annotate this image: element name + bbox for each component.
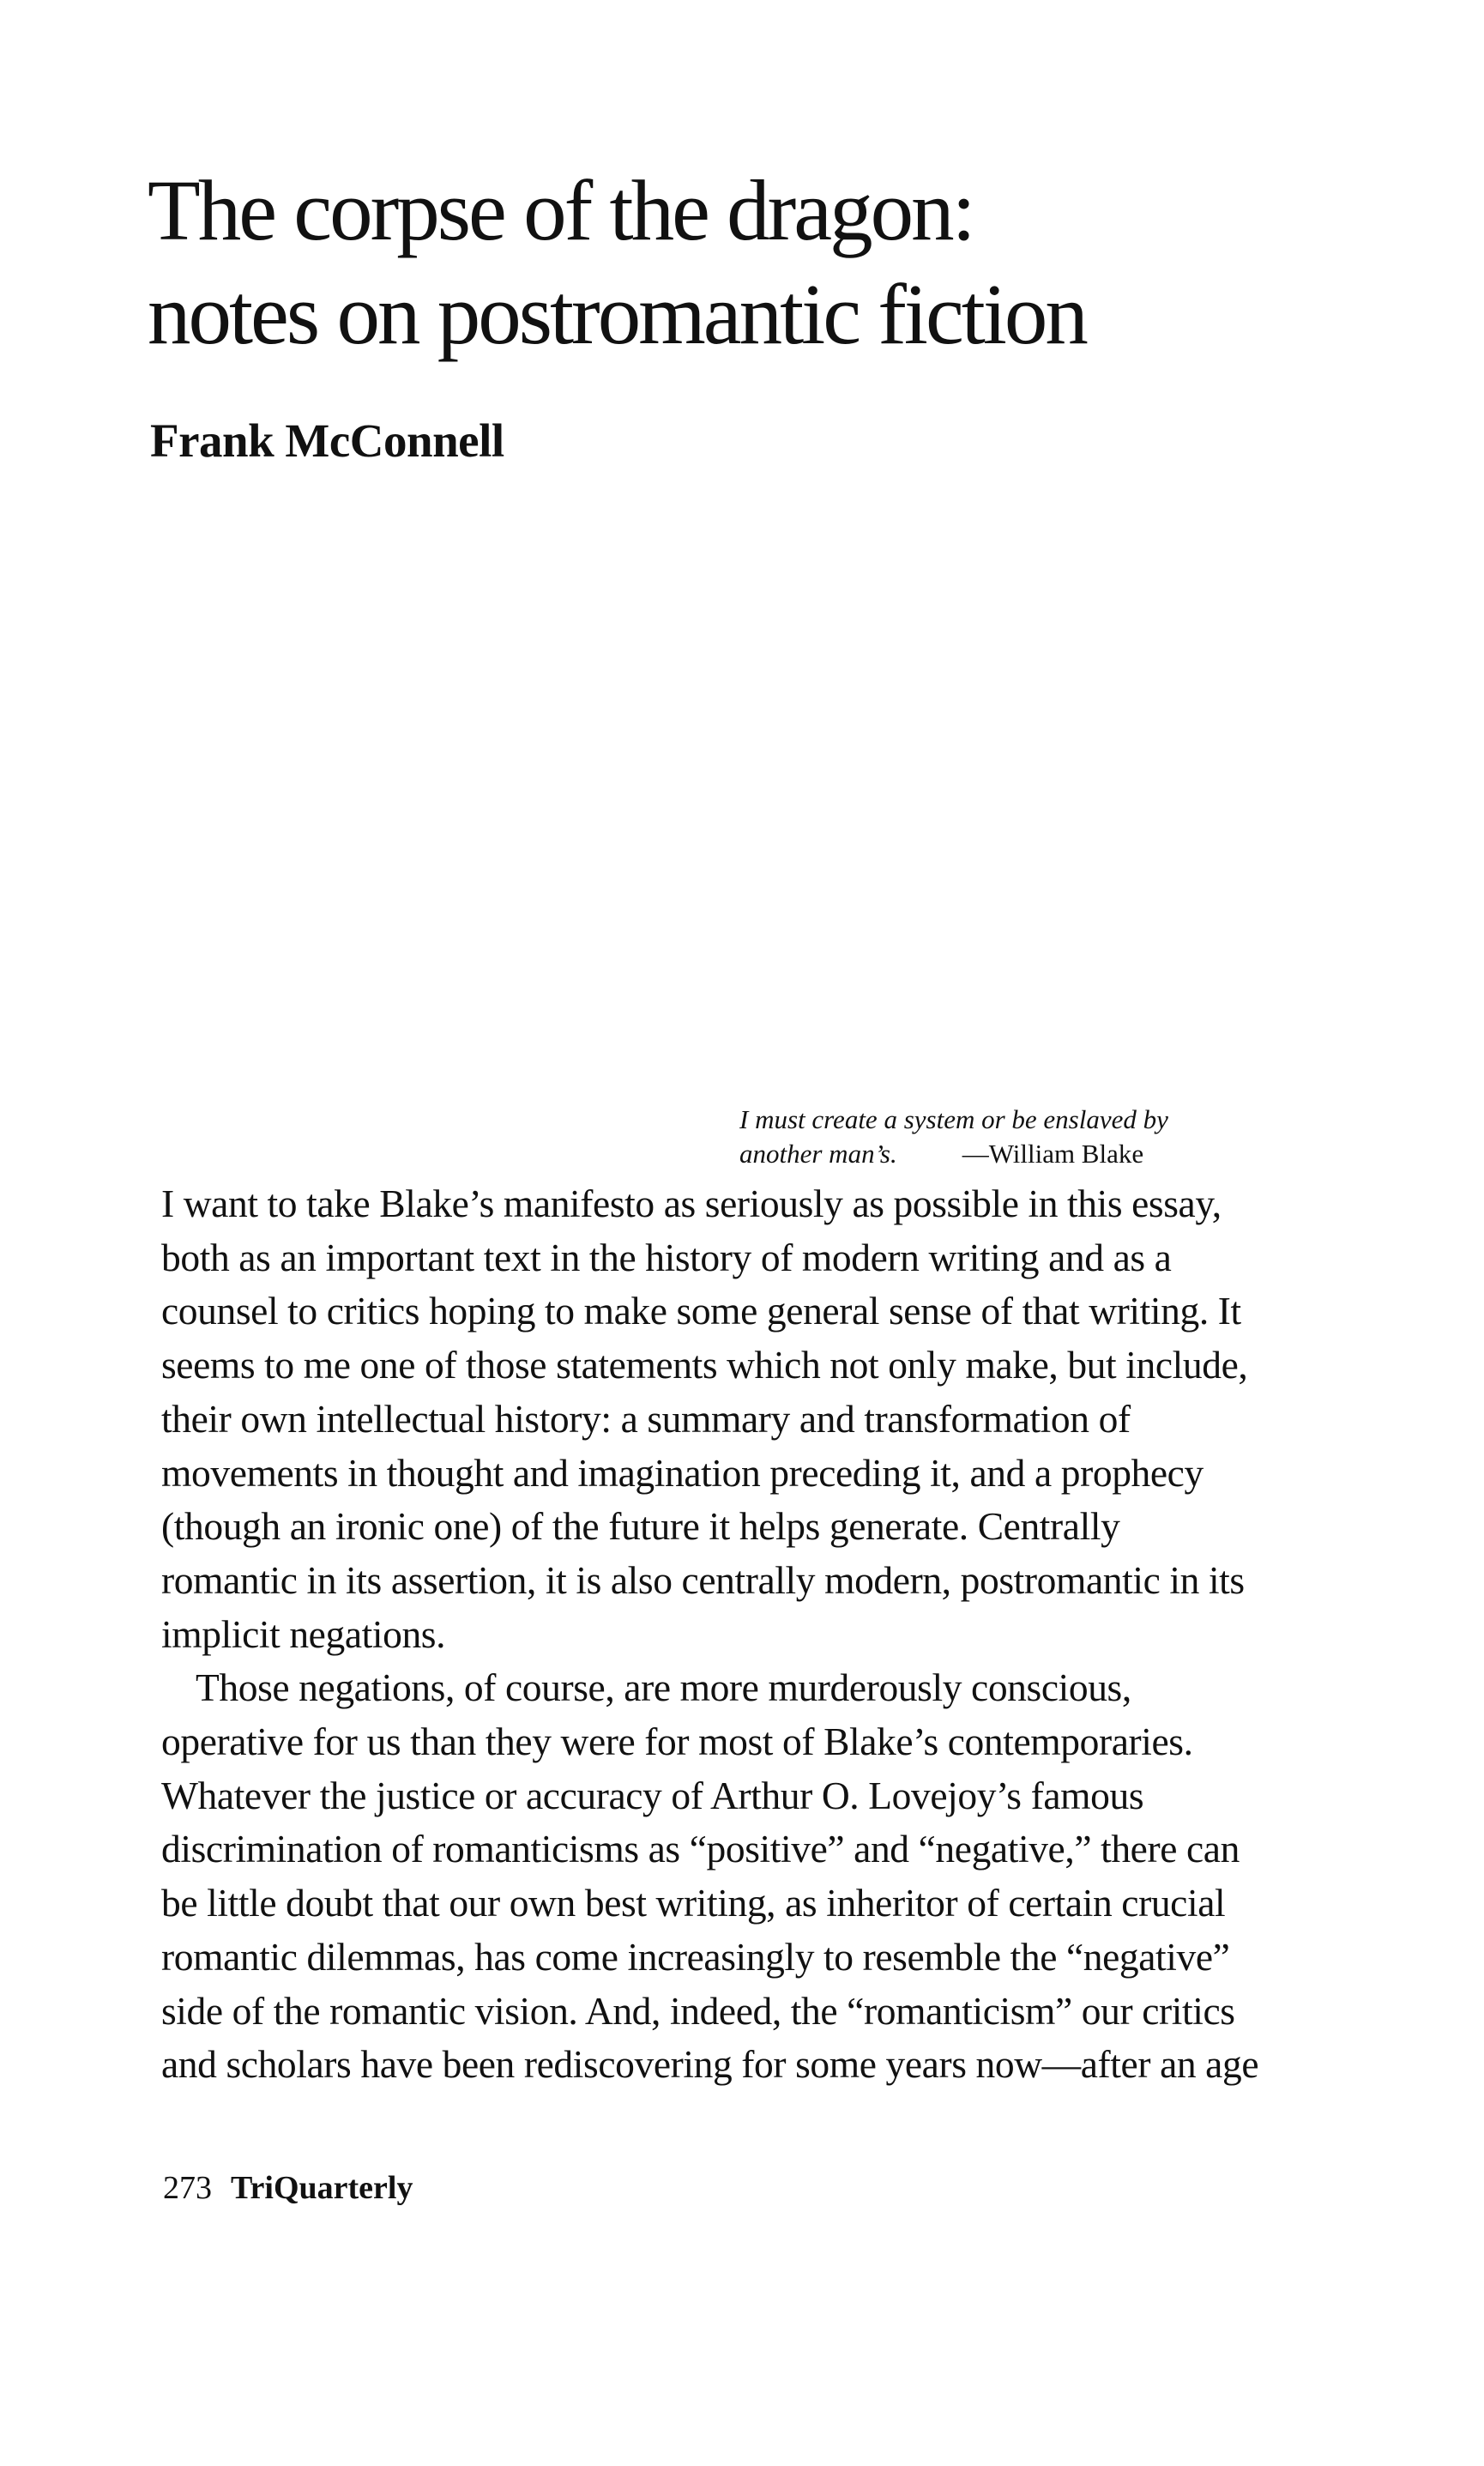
body-line: implicit negations. <box>161 1611 446 1656</box>
epigraph-line-2: another man’s. <box>739 1139 897 1169</box>
body-line: side of the romantic vision. And, indeed, the “romanticism” our critics <box>161 1988 1235 2033</box>
body-line: Those negations, of course, are more murderously conscious, <box>196 1665 1131 1710</box>
body-line: I want to take Blake’s manifesto as seriously as possible in this essay, <box>161 1182 1222 1225</box>
body-line: operative for us than they were for most of Blake’s contemporaries. <box>161 1720 1193 1764</box>
body-line: their own intellectual history: a summary and transformation of <box>161 1396 1131 1441</box>
body-line: seems to me one of those statements which not only make, but include, <box>161 1343 1248 1387</box>
epigraph <box>739 1103 1168 1171</box>
body-line: counsel to critics hoping to make some general sense of that writing. It <box>161 1289 1241 1333</box>
epigraph-line-1: I must create a system or be enslaved by <box>739 1104 1168 1134</box>
body-line: (though an ironic one) of the future it helps generate. Centrally <box>161 1504 1120 1549</box>
body-line: movements in thought and imagination preceding it, and a prophecy <box>161 1450 1203 1495</box>
author-name: Frank McConnell <box>150 414 504 467</box>
title-line-1: The corpse of the dragon: <box>148 162 974 258</box>
paragraph-1 <box>161 1177 1362 1661</box>
page-number: 273 <box>163 2170 212 2206</box>
body-line: romantic dilemmas, has come increasingly to resemble the “negative” <box>161 1934 1230 1979</box>
page-footer <box>163 2169 413 2207</box>
article-body <box>161 1177 1362 2092</box>
epigraph-attribution: —William Blake <box>962 1139 1144 1169</box>
title-line-2: notes on postromantic fiction <box>148 266 1086 362</box>
body-line: Whatever the justice or accuracy of Arthur O. Lovejoy’s famous <box>161 1773 1144 1817</box>
journal-name: TriQuarterly <box>231 2170 413 2206</box>
body-line: romantic in its assertion, it is also centrally modern, postromantic in its <box>161 1557 1245 1602</box>
body-line: discrimination of romanticisms as “positive” and “negative,” there can <box>161 1827 1240 1871</box>
paragraph-2 <box>161 1661 1362 2092</box>
body-line: and scholars have been rediscovering for some years now—after an age <box>161 2042 1259 2087</box>
article-title <box>148 162 1086 362</box>
body-line: be little doubt that our own best writing, as inheritor of certain crucial <box>161 1881 1226 1925</box>
body-line: both as an important text in the history of modern writing and as a <box>161 1235 1172 1279</box>
